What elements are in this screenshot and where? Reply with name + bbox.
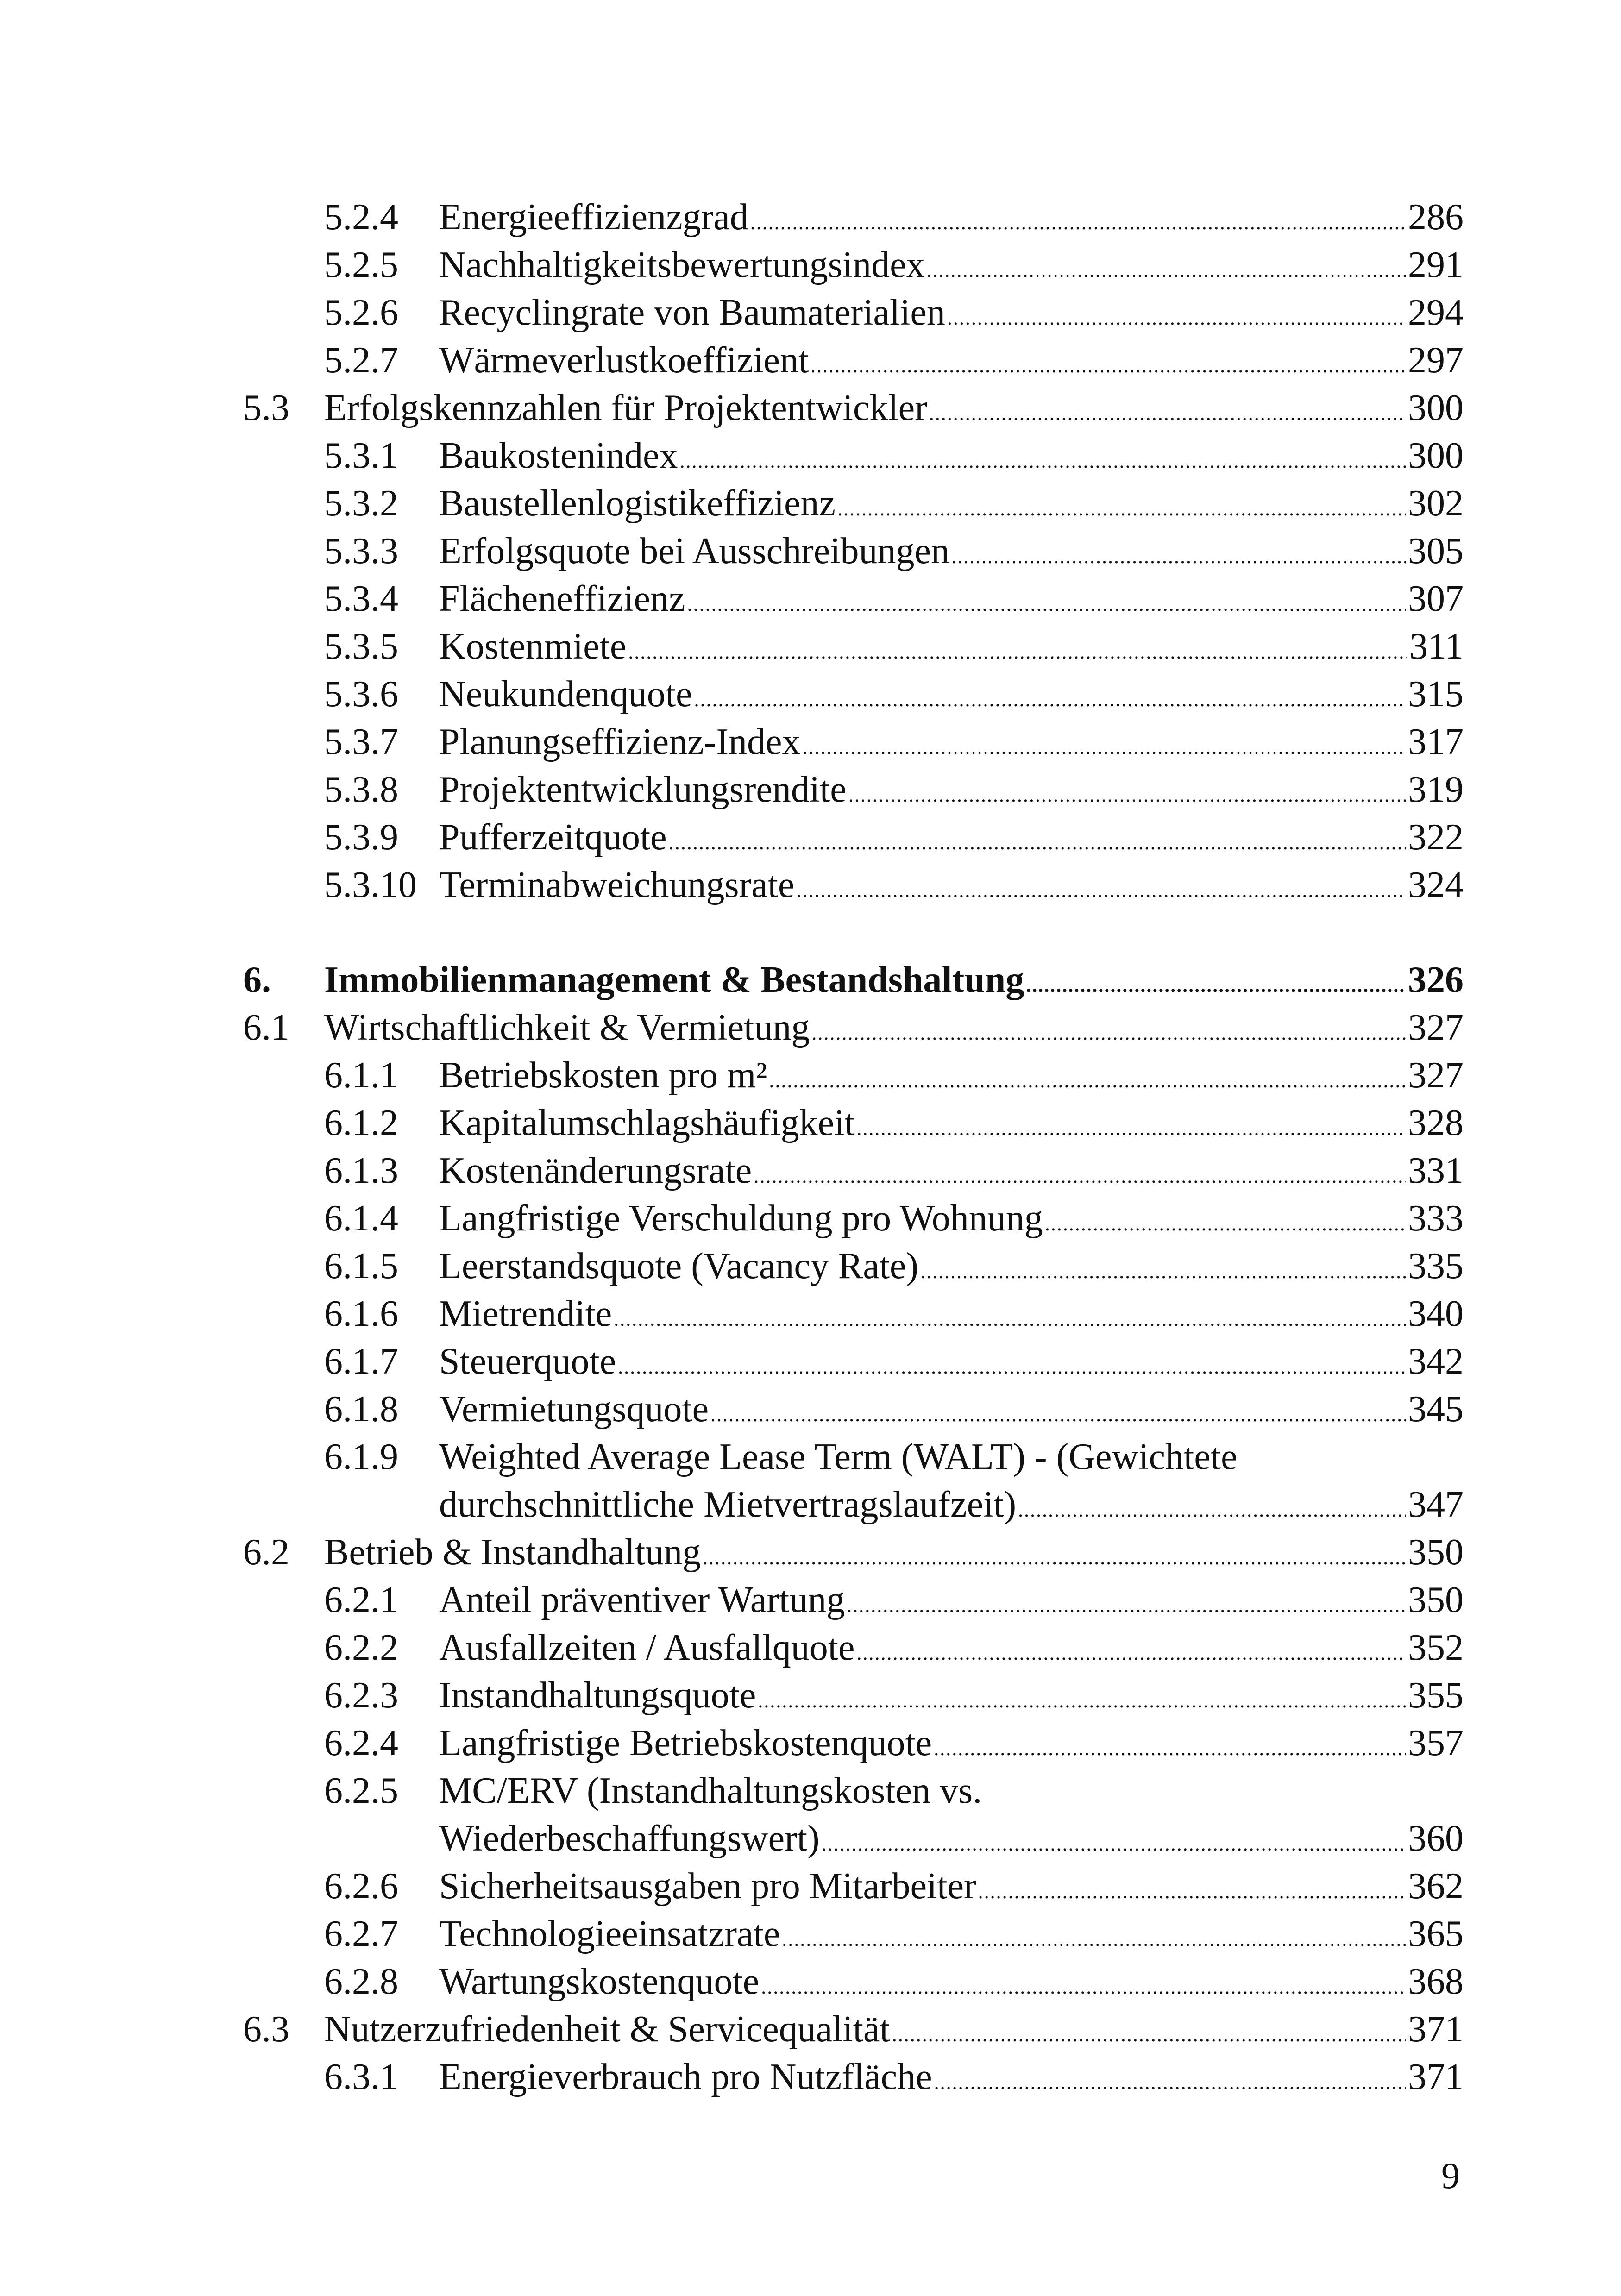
dot-leader [934,1725,1406,1772]
toc-entry[interactable] [0,623,1621,671]
toc-entry[interactable] [0,1099,1621,1147]
entry-line [439,1719,1464,1772]
entry-number: 5.3.7 [324,721,398,762]
entry-page: 350 [1408,1532,1464,1573]
entry-title: Steuerquote [439,1341,616,1382]
toc-entry-continuation [0,1815,1621,1863]
dot-leader [754,1152,1406,1200]
spacer [0,909,1621,956]
toc-entry[interactable] [0,766,1621,814]
entry-number: 6.2.6 [324,1866,398,1907]
dot-leader [837,485,1406,533]
dot-leader [703,1534,1406,1581]
entry-number: 5.3.1 [324,435,398,476]
entry-line [439,1290,1464,1343]
entry-line [324,956,1464,1009]
entry-line [439,289,1464,342]
toc-entry[interactable] [0,718,1621,766]
entry-line [439,575,1464,628]
entry-page: 322 [1408,817,1464,858]
entry-title: Kostenänderungsrate [439,1150,752,1191]
entry-number: 5.3.5 [324,626,398,667]
entry-title: Nachhaltigkeitsbewertungsindex [439,245,925,285]
entry-title: Vermietungsquote [439,1389,709,1430]
entry-number: 6.1.7 [324,1341,398,1382]
entry-title: Betrieb & Instandhaltung [324,1532,701,1573]
dot-leader [857,1104,1406,1152]
entry-page: 357 [1408,1723,1464,1763]
toc-entry[interactable] [0,1719,1621,1767]
entry-page: 350 [1408,1580,1464,1620]
entry-title: Wartungskostenquote [439,1961,760,2002]
dot-leader [927,246,1406,294]
toc-entry[interactable] [0,1624,1621,1672]
entry-line [439,527,1464,580]
toc-entry[interactable] [0,480,1621,527]
dot-leader [978,1868,1406,1915]
toc-entry[interactable] [0,1576,1621,1624]
entry-title: Instandhaltungsquote [439,1675,756,1716]
entry-line [439,1386,1464,1438]
entry-number: 6.1.5 [324,1246,398,1286]
entry-title: Weighted Average Lease Term (WALT) - (Gewichtete [439,1437,1238,1477]
toc-entry[interactable] [0,1386,1621,1433]
entry-page: 352 [1408,1627,1464,1668]
entry-page: 328 [1408,1103,1464,1143]
entry-number: 6.1.1 [324,1055,398,1096]
entry-page: 368 [1408,1961,1464,2002]
dot-leader [857,1629,1406,1677]
entry-page: 362 [1408,1866,1464,1907]
entry-line [439,718,1464,771]
entry-title: Projektentwicklungsrendite [439,769,847,810]
entry-line [439,241,1464,294]
toc-entry[interactable] [0,575,1621,623]
entry-line [439,1052,1464,1104]
entry-page: 335 [1408,1246,1464,1286]
entry-title: Energieverbrauch pro Nutzfläche [439,2057,932,2097]
entry-number: 6.2.8 [324,1961,398,2002]
entry-title: Energieeffizienzgrad [439,197,748,238]
entry-title: Langfristige Verschuldung pro Wohnung [439,1198,1043,1239]
entry-title: Erfolgskennzahlen für Projektentwickler [324,388,927,428]
dot-leader [761,1963,1406,2011]
entry-line [439,1242,1464,1295]
entry-page: 297 [1408,340,1464,381]
entry-title: Leerstandsquote (Vacancy Rate) [439,1246,919,1286]
toc-entry[interactable] [0,241,1621,289]
toc-entry[interactable] [0,1147,1621,1195]
entry-line [439,1815,1464,1868]
entry-line [439,480,1464,533]
entry-line [324,1529,1464,1581]
dot-leader [669,819,1406,866]
entry-title: Kapitalumschlagshäufigkeit [439,1103,855,1143]
entry-line [439,861,1464,914]
entry-line [439,1863,1464,1915]
toc-entry[interactable] [0,289,1621,337]
entry-title: Nutzerzufriedenheit & Servicequalität [324,2009,890,2050]
dot-leader [1045,1200,1406,1248]
entry-page: 294 [1408,292,1464,333]
entry-number: 6.1.9 [324,1437,398,1477]
dot-leader [710,1391,1406,1438]
toc-chapter[interactable] [0,956,1621,1004]
dot-leader [750,199,1406,246]
entry-line [439,1099,1464,1152]
entry-line [439,432,1464,485]
toc-entry[interactable] [0,1195,1621,1242]
entry-number: 6.3 [243,2009,289,2050]
table-of-contents [0,194,1621,2101]
toc-entry[interactable] [0,1338,1621,1386]
entry-page: 360 [1408,1818,1464,1859]
toc-entry[interactable] [0,814,1621,861]
dot-leader [934,2058,1406,2106]
toc-entry[interactable] [0,1052,1621,1099]
entry-number: 5.3 [243,388,289,428]
entry-line [324,384,1464,437]
dot-leader [782,1915,1406,1963]
entry-number: 5.3.4 [324,578,398,619]
entry-page: 307 [1408,578,1464,619]
entry-title: Anteil präventiver Wartung [439,1580,845,1620]
dot-leader [687,580,1406,628]
toc-entry[interactable] [0,527,1621,575]
dot-leader [758,1677,1406,1725]
toc-entry[interactable] [0,1290,1621,1338]
entry-page: 326 [1408,960,1464,1000]
toc-entry[interactable] [0,1672,1621,1719]
toc-entry[interactable] [0,861,1621,909]
entry-line [439,1481,1464,1534]
entry-title: MC/ERV (Instandhaltungskosten vs. [439,1770,982,1811]
entry-line [439,1338,1464,1391]
entry-page: 340 [1408,1293,1464,1334]
entry-page: 300 [1408,435,1464,476]
toc-entry[interactable] [0,1004,1621,1052]
entry-number: 6.2.1 [324,1580,398,1620]
dot-leader [810,342,1406,389]
dot-leader [951,533,1406,580]
entry-number: 5.3.3 [324,531,398,571]
entry-number: 6.2.5 [324,1770,398,1811]
entry-number: 6.1 [243,1007,289,1048]
dot-leader [694,676,1406,723]
toc-entry[interactable] [0,1910,1621,1958]
entry-number: 6.2.7 [324,1913,398,1954]
entry-number: 5.2.7 [324,340,398,381]
entry-title: Neukundenquote [439,674,692,715]
entry-line [439,1195,1464,1248]
entry-number: 5.3.2 [324,483,398,524]
entry-line [324,2006,1464,2058]
page-number: 9 [1441,2156,1460,2196]
entry-title: Betriebskosten pro m² [439,1055,767,1096]
dot-leader [848,771,1406,819]
entry-line [439,1576,1464,1629]
entry-number: 6.2.3 [324,1675,398,1716]
dot-leader [802,723,1406,771]
dot-leader [892,2011,1406,2058]
entry-line [439,1767,1464,1815]
entry-page: 347 [1408,1484,1464,1525]
entry-line [439,1910,1464,1963]
entry-title: Langfristige Betriebskostenquote [439,1723,932,1763]
entry-page: 302 [1408,483,1464,524]
entry-page: 331 [1408,1150,1464,1191]
entry-page: 315 [1408,674,1464,715]
entry-number: 6.1.8 [324,1389,398,1430]
toc-entry[interactable] [0,1242,1621,1290]
entry-page: 291 [1408,245,1464,285]
entry-number: 5.3.8 [324,769,398,810]
entry-page: 324 [1408,865,1464,905]
toc-entry[interactable] [0,432,1621,480]
dot-leader [769,1057,1406,1104]
entry-line [439,1147,1464,1200]
entry-number: 6.1.2 [324,1103,398,1143]
entry-page: 342 [1408,1341,1464,1382]
entry-number: 6.1.3 [324,1150,398,1191]
entry-title-continued: durchschnittliche Mietvertragslaufzeit) [439,1484,1017,1525]
entry-line [439,1624,1464,1677]
entry-title: Wirtschaftlichkeit & Vermietung [324,1007,810,1048]
toc-entry[interactable] [0,2053,1621,2101]
entry-page: 355 [1408,1675,1464,1716]
entry-title: Immobilienmanagement & Bestandshaltung [324,960,1024,1000]
entry-page: 305 [1408,531,1464,571]
dot-leader [1026,961,1406,1009]
entry-title: Technologieeinsatzrate [439,1913,780,1954]
entry-page: 371 [1408,2057,1464,2097]
entry-number: 5.3.10 [324,865,417,905]
toc-entry[interactable] [0,671,1621,718]
entry-number: 6.2.2 [324,1627,398,1668]
entry-title: Planungseffizienz-Index [439,721,801,762]
dot-leader [929,389,1406,437]
entry-page: 365 [1408,1913,1464,1954]
entry-line [439,1958,1464,2011]
entry-page: 333 [1408,1198,1464,1239]
dot-leader [947,294,1406,342]
entry-number: 6.1.4 [324,1198,398,1239]
dot-leader [811,1009,1406,1057]
entry-title: Ausfallzeiten / Ausfallquote [439,1627,855,1668]
toc-entry[interactable] [0,384,1621,432]
dot-leader [822,1820,1406,1868]
dot-leader [679,437,1406,485]
dot-leader [847,1581,1406,1629]
dot-leader [614,1295,1406,1343]
entry-line [439,766,1464,819]
entry-number: 6.2.4 [324,1723,398,1763]
dot-leader [628,628,1407,676]
entry-line [439,337,1464,389]
entry-number: 6.2 [243,1532,289,1573]
toc-entry[interactable] [0,1958,1621,2006]
entry-page: 327 [1408,1007,1464,1048]
dot-leader [796,866,1406,914]
entry-page: 319 [1408,769,1464,810]
entry-line [324,1004,1464,1057]
entry-page: 300 [1408,388,1464,428]
entry-line [439,1433,1464,1481]
entry-title: Wärmeverlustkoeffizient [439,340,809,381]
entry-number: 5.2.6 [324,292,398,333]
entry-title: Erfolgsquote bei Ausschreibungen [439,531,949,571]
entry-title: Recyclingrate von Baumaterialien [439,292,945,333]
entry-page: 286 [1408,197,1464,238]
toc-entry[interactable] [0,1767,1621,1815]
entry-number: 5.3.9 [324,817,398,858]
entry-title: Pufferzeitquote [439,817,667,858]
entry-line [439,814,1464,866]
toc-entry[interactable] [0,1433,1621,1481]
entry-number: 5.2.5 [324,245,398,285]
entry-number: 6.1.6 [324,1293,398,1334]
entry-line [439,2053,1464,2106]
toc-entry[interactable] [0,1529,1621,1576]
entry-page: 371 [1408,2009,1464,2050]
entry-number: 6. [243,960,271,1000]
entry-page: 317 [1408,721,1464,762]
dot-leader [920,1248,1406,1295]
toc-entry[interactable] [0,1863,1621,1910]
dot-leader [1018,1486,1406,1534]
dot-leader [618,1343,1406,1391]
entry-line [439,671,1464,723]
entry-number: 6.3.1 [324,2057,398,2097]
entry-line [439,1672,1464,1725]
entry-title: Kostenmiete [439,626,627,667]
entry-page: 311 [1409,626,1464,667]
entry-title: Sicherheitsausgaben pro Mitarbeiter [439,1866,976,1907]
entry-title: Baukostenindex [439,435,678,476]
entry-page: 327 [1408,1055,1464,1096]
toc-entry-continuation [0,1481,1621,1529]
entry-title: Baustellenlogistikeffizienz [439,483,836,524]
entry-title: Mietrendite [439,1293,612,1334]
entry-line [439,194,1464,246]
entry-number: 5.2.4 [324,197,398,238]
toc-entry[interactable] [0,337,1621,384]
entry-number: 5.3.6 [324,674,398,715]
entry-title: Terminabweichungsrate [439,865,795,905]
toc-entry[interactable] [0,2006,1621,2053]
entry-page: 345 [1408,1389,1464,1430]
entry-line [439,623,1464,676]
entry-title: Flächeneffizienz [439,578,685,619]
entry-title-continued: Wiederbeschaffungswert) [439,1818,820,1859]
toc-entry[interactable] [0,194,1621,241]
